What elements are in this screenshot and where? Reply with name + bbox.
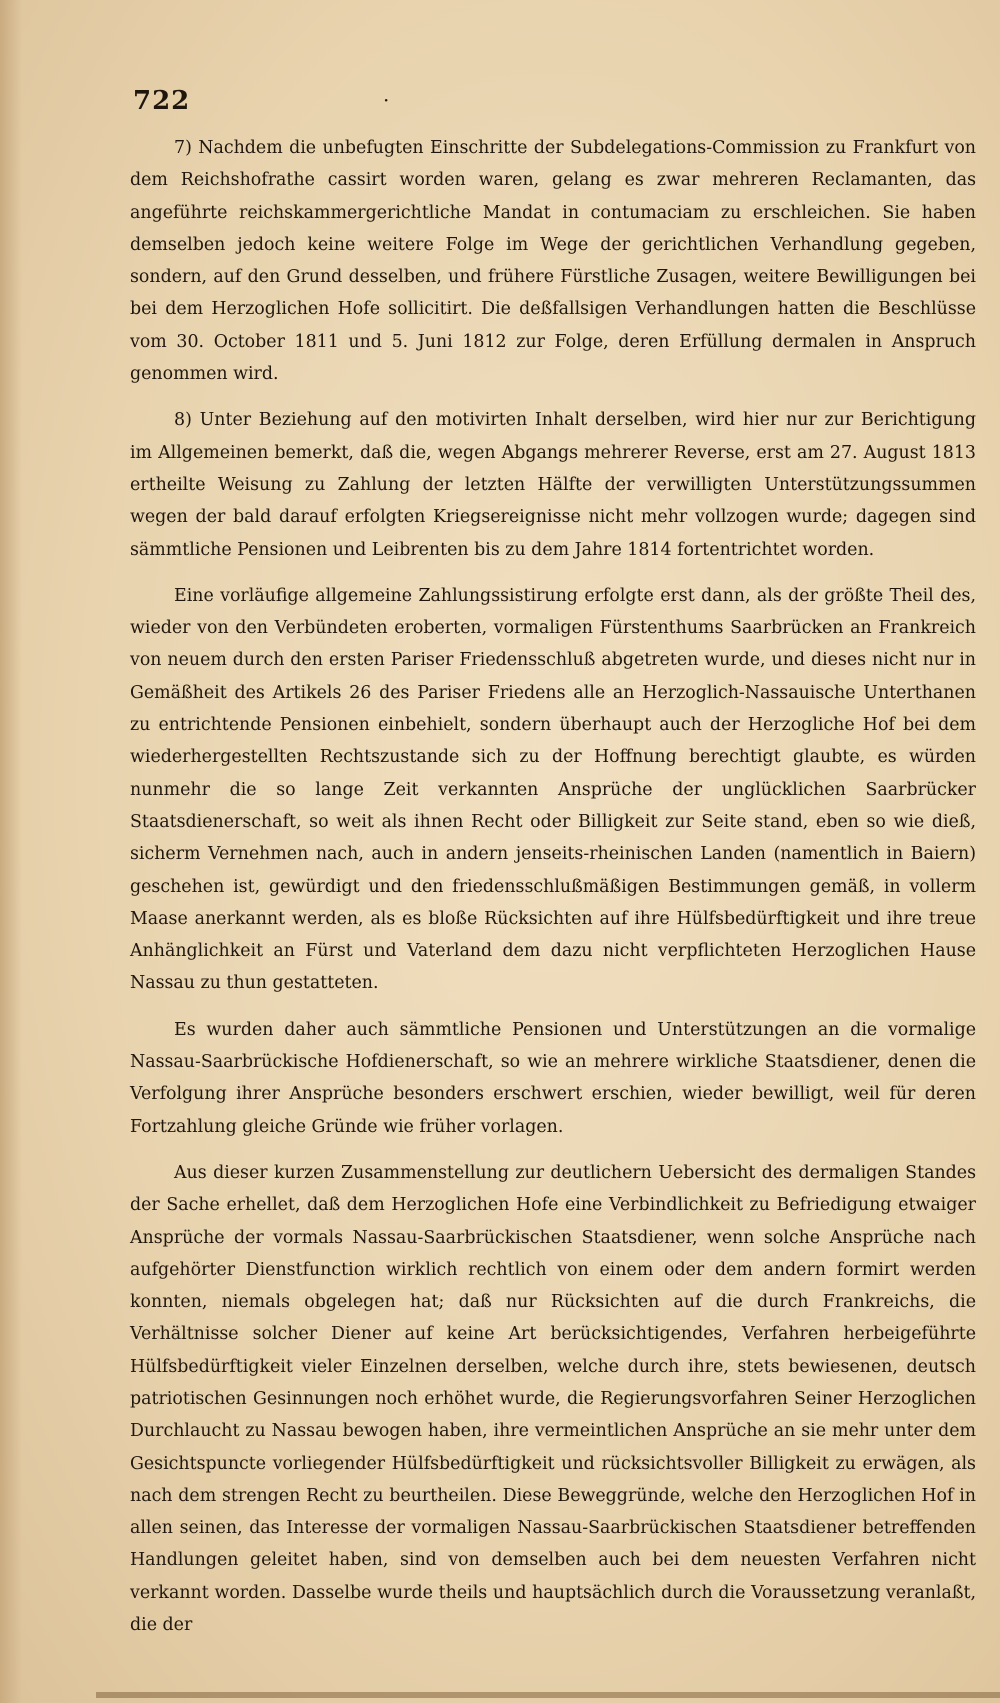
paragraph-8: 8) Unter Beziehung auf den motivirten Inhalt derselben, wird hier nur zur Berichtigung im Allgemeinen bemerkt, daß die, wegen Abgangs mehrerer Reverse, erst am 27. August 1813 ertheilte Weisung zu Zahlung der letzten Hälfte der verwilligten Unterstützungssummen wegen der bald darauf erfolgten Kriegsereignisse nicht mehr vollzogen wurde; dagegen sind sämmtliche Pensionen und Leibrenten bis zu dem Jahre 1814 fortentrichtet worden. — [130, 410, 976, 560]
paragraph-zusammenstellung: Aus dieser kurzen Zusammenstellung zur deutlichern Uebersicht des dermaligen Standes der Sache erhellet, daß dem Herzoglichen Hofe eine Verbindlichkeit zu Befriedigung etwaiger Ansprüche der vormals Nassau-Saarbrückischen Staatsdiener, wenn solche Ansprüche nach aufgehörter Dienstfunction wirklich rechtlich von einem oder dem andern formirt werden konnten, niemals obgelegen hat; daß nur Rücksichten auf die durch Frankreichs, die Verhältnisse solcher Diener auf keine Art berücksichtigendes, Verfahren herbeigeführte Hülfsbedürftigkeit vieler Einzelnen derselben, welche durch ihre, stets bewiesenen, deutsch patriotischen Gesinnungen noch erhöhet wurde, die Regierungsvorfahren Seiner Herzoglichen Durchlaucht zu Nassau bewogen haben, ihre vermeintlichen Ansprüche an sie mehr unter dem Gesichtspuncte vorliegender Hülfsbedürftigkeit und rücksichtsvoller Billigkeit zu erwägen, als nach dem strengen Recht zu beurtheilen. Diese Beweggründe, welche den Herzoglichen Hof in allen seinen, das Interesse der vormaligen Nassau-Saarbrückischen Staatsdiener betreffenden Handlungen geleitet haben, sind von demselben auch bei dem neuesten Verfahren nicht verkannt worden. Dasselbe wurde theils und hauptsächlich durch die Voraussetzung veranlaßt, die der — [130, 1162, 976, 1636]
paragraph-zahlungssistirung: Eine vorläufige allgemeine Zahlungssistirung erfolgte erst dann, als der größte Theil des, wieder von den Verbündeten eroberten, vormaligen Fürstenthums Saarbrücken an Frankreich von neuem durch den ersten Pariser Friedensschluß abgetreten wurde, und dieses nicht nur in Gemäßheit des Artikels 26 des Pariser Friedens alle an Herzoglich-Nassauische Unterthanen zu entrichtende Pensionen einbehielt, sondern überhaupt auch der Herzogliche Hof bei dem wiederhergestellten Rechtszustande sich zu der Hoffnung berechtigt glaubte, es würden nunmehr die so lange Zeit verkannten Ansprüche der unglücklichen Saarbrücker Staatsdienerschaft, so weit als ihnen Recht oder Billigkeit zur Seite stand, eben so wie dieß, sicherm Vernehmen nach, auch in andern jenseits-rheinischen Landen (namentlich in Baiern) geschehen ist, gewürdigt und den friedensschlußmäßigen Bestimmungen gemäß, in vollerm Maase anerkannt werden, als es bloße Rücksichten auf ihre Hülfsbedürftigkeit und ihre treue Anhänglichkeit an Fürst und Vaterland dem dazu nicht verpflichteten Herzoglichen Hause Nassau zu thun gestatteten. — [130, 585, 976, 994]
page-number: 722 — [133, 86, 191, 116]
header-dot: · — [383, 88, 390, 112]
bottom-edge-rule — [96, 1692, 1000, 1698]
paragraph-7: 7) Nachdem die unbefugten Einschritte der Subdelegations-Commission zu Frankfurt von dem Reichshofrathe cassirt worden waren, gelang es zwar mehreren Reclamanten, das angeführte reichskammergerichtliche Mandat in contumaciam zu erschleichen. Sie haben demselben jedoch keine weitere Folge im Wege der gerichtlichen Verhandlung gegeben, sondern, auf den Grund desselben, und frühere Fürstliche Zusagen, weitere Bewilligungen bei bei dem Herzoglichen Hofe sollicitirt. Die deßfallsigen Verhandlungen hatten die Beschlüsse vom 30. October 1811 und 5. Juni 1812 zur Folge, deren Erfüllung dermalen in Anspruch genommen wird. — [130, 138, 976, 385]
page-fold-shadow — [0, 0, 22, 1703]
paragraph-pensionen: Es wurden daher auch sämmtliche Pensionen und Unterstützungen an die vormalige Nassau-Saarbrückische Hofdienerschaft, so wie an mehrere wirkliche Staatsdiener, denen die Verfolgung ihrer Ansprüche besonders erschwert erschien, wieder bewilligt, weil für deren Fortzahlung gleiche Gründe wie früher vorlagen. — [130, 1019, 976, 1137]
page-body — [130, 132, 976, 1645]
